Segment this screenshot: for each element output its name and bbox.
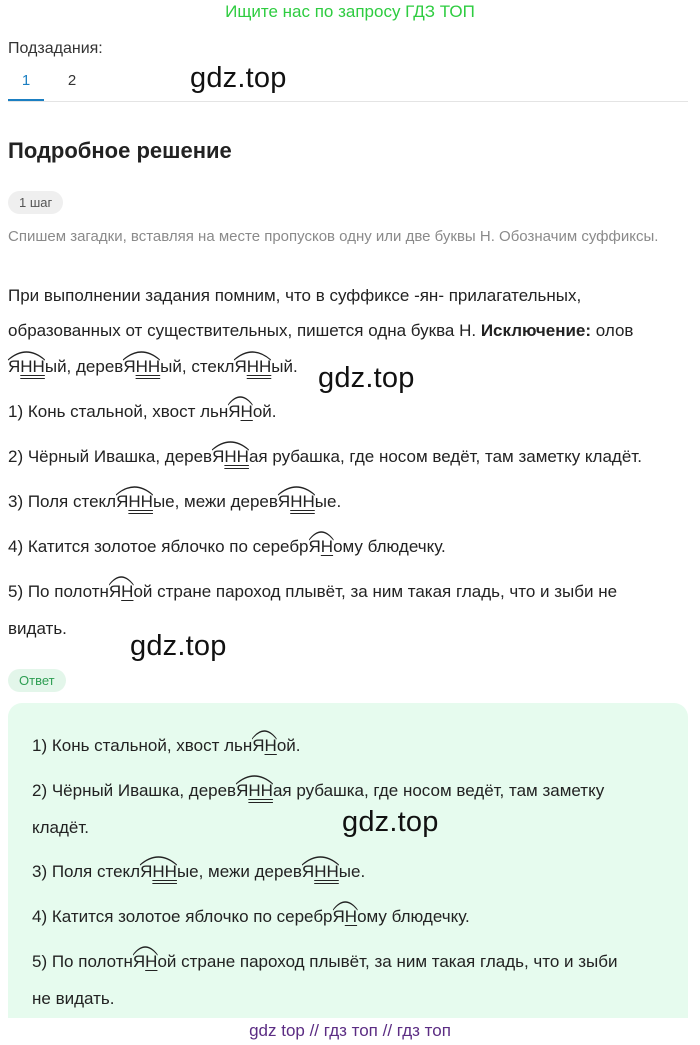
- watermark: gdz.top: [318, 362, 415, 394]
- suffix-ya: Я: [8, 357, 21, 376]
- exception-label: Исключение:: [480, 321, 592, 340]
- ending-text: ый, стекл: [160, 357, 235, 376]
- suffix-word: ЯНН: [236, 781, 273, 801]
- suffix-arc-icon: [140, 855, 177, 865]
- suffix-arc-icon: [333, 900, 358, 910]
- search-banner: Ищите нас по запросу ГДЗ ТОП: [225, 2, 475, 21]
- suffix-arc-icon: [302, 855, 339, 865]
- suffix-word: ЯН: [309, 537, 334, 557]
- suffix-arc-icon: [278, 485, 315, 495]
- footer-links: gdz top // гдз топ // гдз топ: [249, 1021, 451, 1040]
- suffix-nn: НН: [246, 357, 272, 376]
- watermark: gdz.top: [130, 630, 227, 662]
- rule-line-2: [8, 321, 633, 341]
- subtask-tab-1[interactable]: 1: [8, 72, 44, 101]
- suffix-arc-icon: [309, 530, 334, 540]
- solution-line-5b: видать.: [8, 619, 67, 638]
- hint-text: Спишем загадки, вставляя на месте пропусков одну или две буквы Н. Обозначим суффиксы.: [8, 228, 659, 245]
- answer-line-1: 1) Конь стальной, хвост льн ЯНой.: [32, 736, 301, 756]
- suffix-word: ЯН: [252, 736, 277, 756]
- suffix-word: ЯНН: [116, 492, 153, 512]
- solution-line-2: 2) Чёрный Ивашка, дерев ЯННая рубашка, где носом ведёт, там заметку кладёт.: [8, 447, 642, 467]
- suffix-arc-icon: [116, 485, 153, 495]
- suffix-arc-icon: [8, 350, 45, 360]
- section-title: Подробное решение: [8, 138, 232, 163]
- answer-line-3: 3) Поля стекл ЯННые, межи дерев ЯННые.: [32, 862, 365, 882]
- suffix-word: [8, 357, 45, 377]
- suffix-word: [234, 357, 271, 377]
- suffix-word: ЯН: [228, 402, 253, 422]
- suffix-ya: Я: [234, 357, 247, 376]
- watermark: gdz.top: [190, 62, 287, 94]
- ending-text: ый.: [271, 357, 298, 376]
- suffix-word: [123, 357, 160, 377]
- answer-line-5b: не видать.: [32, 989, 115, 1008]
- suffix-word: ЯНН: [212, 447, 249, 467]
- suffix-arc-icon: [234, 350, 271, 360]
- solution-line-3: 3) Поля стекл ЯННые, межи дерев ЯННые.: [8, 492, 341, 512]
- step-badge: 1 шаг: [8, 191, 63, 214]
- rule-line-1: При выполнении задания помним, что в суффиксе -ян- прилагательных,: [8, 286, 582, 305]
- subtask-tab-2[interactable]: 2: [67, 72, 77, 89]
- answer-line-5a: 5) По полотн ЯНой стране пароход плывёт, за ним такая гладь, что и зыби: [32, 952, 618, 972]
- answer-badge: Ответ: [8, 669, 66, 692]
- suffix-arc-icon: [133, 945, 158, 955]
- suffix-word: ЯНН: [278, 492, 315, 512]
- suffix-arc-icon: [236, 774, 273, 784]
- solution-line-5a: 5) По полотн ЯНой стране пароход плывёт, за ним такая гладь, что и зыби не: [8, 582, 617, 602]
- answer-line-2b: кладёт.: [32, 818, 90, 837]
- watermark: gdz.top: [342, 806, 439, 838]
- suffix-arc-icon: [228, 395, 253, 405]
- suffix-word: ЯН: [109, 582, 134, 602]
- suffix-arc-icon: [252, 729, 277, 739]
- suffix-word: ЯН: [333, 907, 358, 927]
- suffix-nn: НН: [20, 357, 45, 376]
- rule-line-2-text: образованных от существительных, пишется одна буква Н.: [8, 321, 477, 340]
- suffix-word: ЯН: [133, 952, 158, 972]
- suffix-ya: Я: [123, 357, 136, 376]
- suffix-arc-icon: [212, 440, 249, 450]
- suffix-arc-icon: [109, 575, 134, 585]
- solution-line-4: 4) Катится золотое яблочко по серебр ЯНому блюдечку.: [8, 537, 446, 557]
- answer-line-2a: 2) Чёрный Ивашка, дерев ЯННая рубашка, где носом ведёт, там заметку: [32, 781, 604, 801]
- rule-line-2-tail: олов: [595, 321, 634, 340]
- suffix-word: ЯНН: [302, 862, 339, 882]
- subtask-tabs: [8, 72, 100, 101]
- rule-line-3: [8, 357, 298, 377]
- suffix-word: ЯНН: [140, 862, 177, 882]
- tabs-divider: [8, 101, 688, 102]
- solution-line-1: 1) Конь стальной, хвост льн ЯНой.: [8, 402, 277, 422]
- ending-text: ый, дерев: [44, 357, 124, 376]
- subtasks-label: Подзадания:: [8, 40, 103, 57]
- suffix-arc-icon: [123, 350, 160, 360]
- suffix-nn: НН: [135, 357, 161, 376]
- answer-line-4: 4) Катится золотое яблочко по серебр ЯНому блюдечку.: [32, 907, 470, 927]
